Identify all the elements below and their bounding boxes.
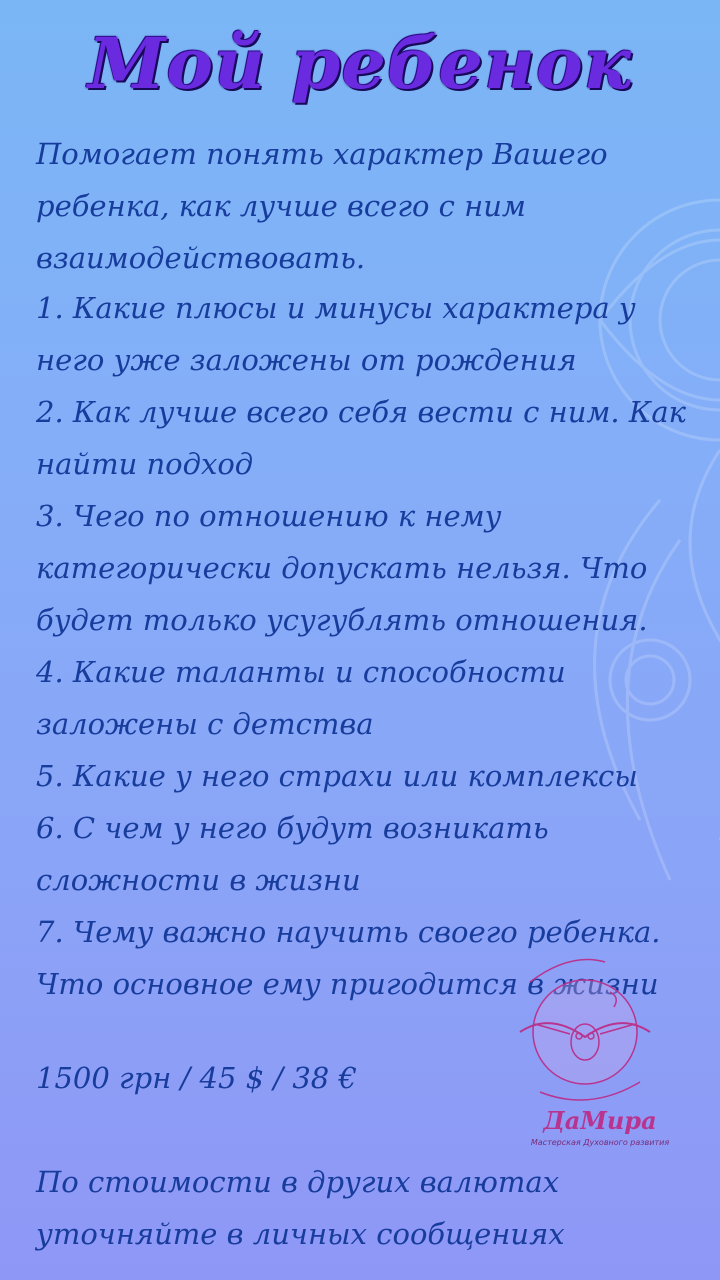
- list-item: 1. Какие плюсы и минусы характера у него уже заложены от рождения: [36, 291, 636, 377]
- list-item: 3. Чего по отношению к нему категорически допускать нельзя. Что будет только усугублять отношения.: [36, 499, 648, 637]
- list-item: 5. Какие у него страхи или комплексы: [36, 759, 638, 793]
- feature-list: [36, 282, 696, 1010]
- currency-note: По стоимости в других валютах уточняйте в личных сообщениях: [36, 1165, 565, 1251]
- price-text: 1500 грн / 45 $ / 38 €: [36, 1061, 357, 1095]
- list-item: 4. Какие таланты и способности заложены с детства: [36, 655, 566, 741]
- list-item: 2. Как лучше всего себя вести с ним. Как найти подход: [36, 395, 686, 481]
- list-item: 7. Чему важно научить своего ребенка. Что основное ему пригодится в жизни: [36, 915, 661, 1001]
- brand-name: ДаМира: [543, 1106, 657, 1135]
- intro-text: Помогает понять характер Вашего ребенка, как лучше всего с ним взаимодействовать.: [36, 137, 608, 275]
- brand-subtitle: Мастерская Духовного развития: [530, 1138, 670, 1147]
- brand-logo-icon: [510, 952, 660, 1112]
- page-title: Мой ребенок: [87, 22, 633, 105]
- list-item: 6. С чем у него будут возникать сложности в жизни: [36, 811, 549, 897]
